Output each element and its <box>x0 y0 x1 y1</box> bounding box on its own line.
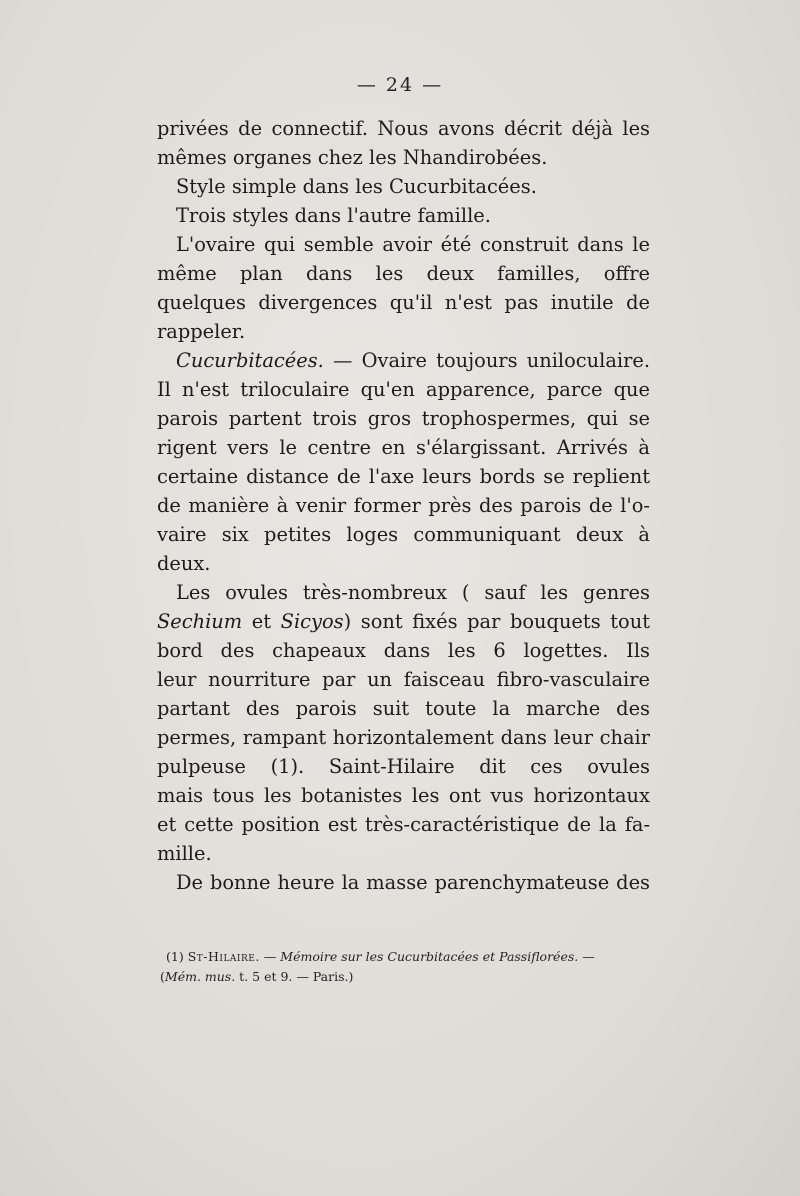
text-line: Trois styles dans l'autre famille. <box>176 204 491 227</box>
text-line: certaine distance de l'axe leurs bords se replient <box>157 465 650 488</box>
text-line: et cette position est très-caractéristique de la fa- <box>157 813 650 836</box>
text-line: Il n'est triloculaire qu'en apparence, parce que <box>157 378 650 401</box>
text-line: rappeler. <box>157 320 246 343</box>
text-line: mêmes organes chez les Nhandirobées. <box>157 146 548 169</box>
text-fragment: et <box>251 610 272 633</box>
text-line: parois partent trois gros trophospermes, qui se <box>157 407 650 430</box>
text-fragment: — Ovaire toujours uniloculaire. <box>333 349 650 372</box>
footnote-line <box>160 967 660 987</box>
text-fragment: ) sont fixés par bouquets tout <box>343 610 650 633</box>
text-line: mille. <box>157 842 212 865</box>
text-line: privées de connectif. Nous avons décrit déjà les <box>157 117 650 140</box>
footnote-ref: t. 5 et 9. — Paris.) <box>239 969 354 984</box>
body-text <box>157 114 650 897</box>
text-line <box>157 346 650 375</box>
footnote-title: Mémoire sur les Cucurbitacées et Passiflorées. <box>280 949 579 964</box>
italic-term: Cucurbitacées. <box>176 349 324 372</box>
text-line: rigent vers le centre en s'élargissant. Arrivés à <box>157 436 650 459</box>
footnote-dash: — <box>263 949 277 964</box>
text-line: L'ovaire qui semble avoir été construit dans le <box>176 233 650 256</box>
text-line: Les ovules très-nombreux ( sauf les genres <box>176 581 650 604</box>
text-line: bord des chapeaux dans les 6 logettes. Ils <box>157 639 650 662</box>
footnote-line <box>160 947 660 967</box>
footnote-author: St-Hilaire. <box>187 949 260 964</box>
text-line: quelques divergences qu'il n'est pas inutile de <box>157 291 650 314</box>
text-line: leur nourriture par un faisceau fibro-vasculaire <box>157 668 650 691</box>
text-line: de manière à venir former près des parois de l'o- <box>157 494 650 517</box>
text-line: permes, rampant horizontalement dans leur chair <box>157 726 650 749</box>
text-line: De bonne heure la masse parenchymateuse des <box>176 871 650 894</box>
text-line: vaire six petites loges communiquant deux à <box>157 523 650 546</box>
text-line: partant des parois suit toute la marche des <box>157 697 650 720</box>
footnote-marker: (1) <box>166 949 184 964</box>
text-line: pulpeuse (1). Saint-Hilaire dit ces ovules <box>157 755 650 778</box>
footnote-dash: — <box>582 949 595 964</box>
page-number: — 24 — <box>356 74 444 96</box>
text-line: deux. <box>157 552 211 575</box>
italic-term: Sicyos <box>280 610 344 633</box>
text-line <box>157 607 650 636</box>
text-line: mais tous les botanistes les ont vus horizontaux <box>157 784 650 807</box>
text-line: même plan dans les deux familles, offre <box>157 262 650 285</box>
text-line: Style simple dans les Cucurbitacées. <box>176 175 537 198</box>
footnote-journal: Mém. mus. <box>164 969 236 984</box>
footnote-paren: ( <box>160 969 165 984</box>
footnote <box>160 947 660 987</box>
italic-term: Sechium <box>157 610 243 633</box>
